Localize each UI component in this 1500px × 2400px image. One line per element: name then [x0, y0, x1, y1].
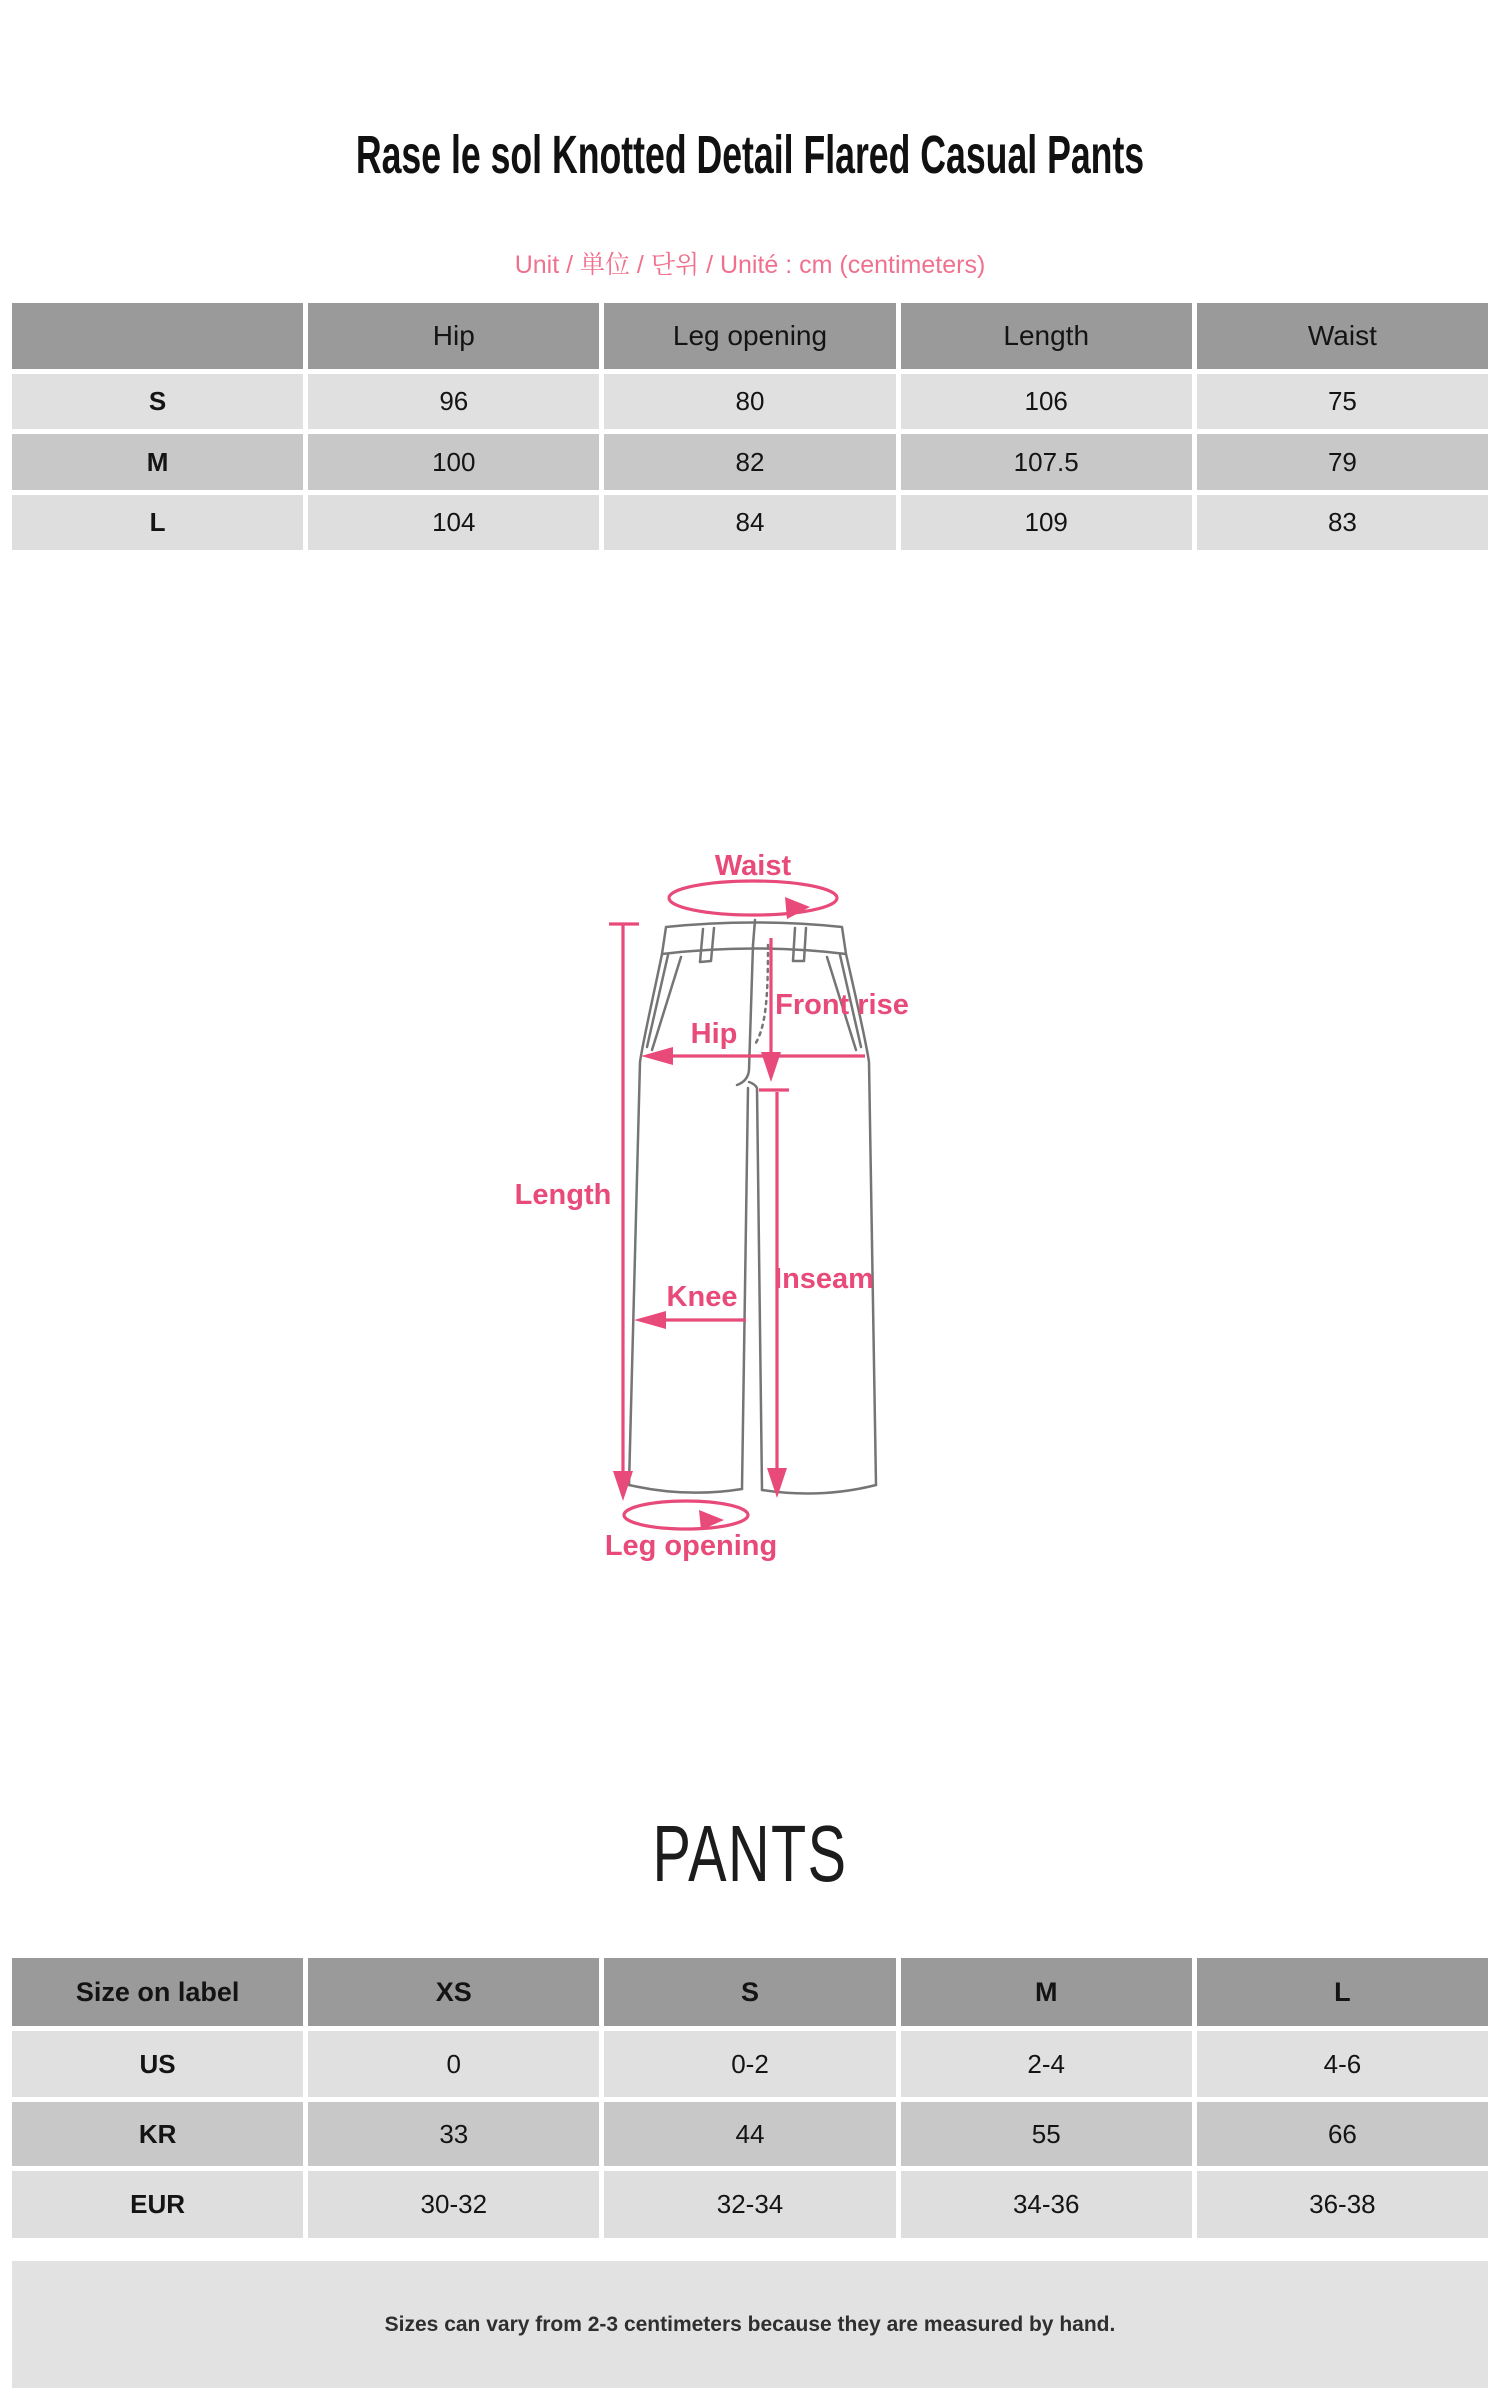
size-conversion-table — [12, 1958, 1488, 2238]
row-label-l: L — [12, 495, 303, 550]
table-cell: 104 — [308, 495, 599, 550]
table-cell: 106 — [901, 374, 1192, 429]
diagram-label-waist: Waist — [714, 850, 792, 882]
table-cell: 30-32 — [308, 2171, 599, 2238]
footer-note-bar — [12, 2261, 1488, 2388]
waist-girth-arrow — [669, 881, 837, 915]
conversion-header-xs: XS — [308, 1958, 599, 2026]
diagram-label-knee: Knee — [666, 1281, 738, 1313]
measurement-header-waist: Waist — [1197, 303, 1488, 369]
table-cell: 33 — [308, 2102, 599, 2166]
measurement-header-hip: Hip — [308, 303, 599, 369]
table-cell: 82 — [604, 434, 895, 490]
table-cell: 96 — [308, 374, 599, 429]
table-cell: 44 — [604, 2102, 895, 2166]
measurement-annotations — [609, 881, 865, 1529]
table-cell: 55 — [901, 2102, 1192, 2166]
row-label-eur: EUR — [12, 2171, 303, 2238]
row-label-kr: KR — [12, 2102, 303, 2166]
footer-note-text: Sizes can vary from 2-3 centimeters because they are measured by hand. — [384, 2312, 1116, 2336]
conversion-header-m: M — [901, 1958, 1192, 2026]
table-cell: 66 — [1197, 2102, 1488, 2166]
diagram-label-length: Length — [514, 1179, 612, 1211]
table-cell: 32-34 — [604, 2171, 895, 2238]
measurement-header-blank — [12, 303, 303, 369]
table-cell: 2-4 — [901, 2031, 1192, 2097]
row-label-us: US — [12, 2031, 303, 2097]
diagram-label-inseam: Inseam — [774, 1263, 874, 1295]
table-cell: 84 — [604, 495, 895, 550]
page-title: Rase le sol Knotted Detail Flared Casual Pants — [355, 125, 1145, 185]
table-cell: 107.5 — [901, 434, 1192, 490]
measurement-header-length: Length — [901, 303, 1192, 369]
table-cell: 109 — [901, 495, 1192, 550]
row-label-m: M — [12, 434, 303, 490]
table-cell: 34-36 — [901, 2171, 1192, 2238]
table-cell: 79 — [1197, 434, 1488, 490]
unit-note: Unit / 単位 / 단위 / Unité : cm (centimeters) — [514, 251, 986, 279]
diagram-label-front-rise: Front rise — [775, 989, 909, 1021]
conversion-header-size-on-label: Size on label — [12, 1958, 303, 2026]
pants-measurement-diagram — [490, 828, 1030, 1590]
table-cell: 36-38 — [1197, 2171, 1488, 2238]
table-cell: 0 — [308, 2031, 599, 2097]
table-cell: 83 — [1197, 495, 1488, 550]
row-label-s: S — [12, 374, 303, 429]
diagram-label-leg-opening: Leg opening — [604, 1530, 778, 1562]
leg-opening-girth-arrow — [624, 1501, 748, 1529]
table-cell: 100 — [308, 434, 599, 490]
table-cell: 80 — [604, 374, 895, 429]
measurement-table — [12, 303, 1488, 550]
diagram-label-hip: Hip — [690, 1018, 738, 1050]
section-heading-pants: PANTS — [652, 1809, 848, 1898]
conversion-header-l: L — [1197, 1958, 1488, 2026]
length-line — [609, 924, 639, 1473]
measurement-header-leg-opening: Leg opening — [604, 303, 895, 369]
conversion-header-s: S — [604, 1958, 895, 2026]
table-cell: 4-6 — [1197, 2031, 1488, 2097]
table-cell: 0-2 — [604, 2031, 895, 2097]
table-cell: 75 — [1197, 374, 1488, 429]
